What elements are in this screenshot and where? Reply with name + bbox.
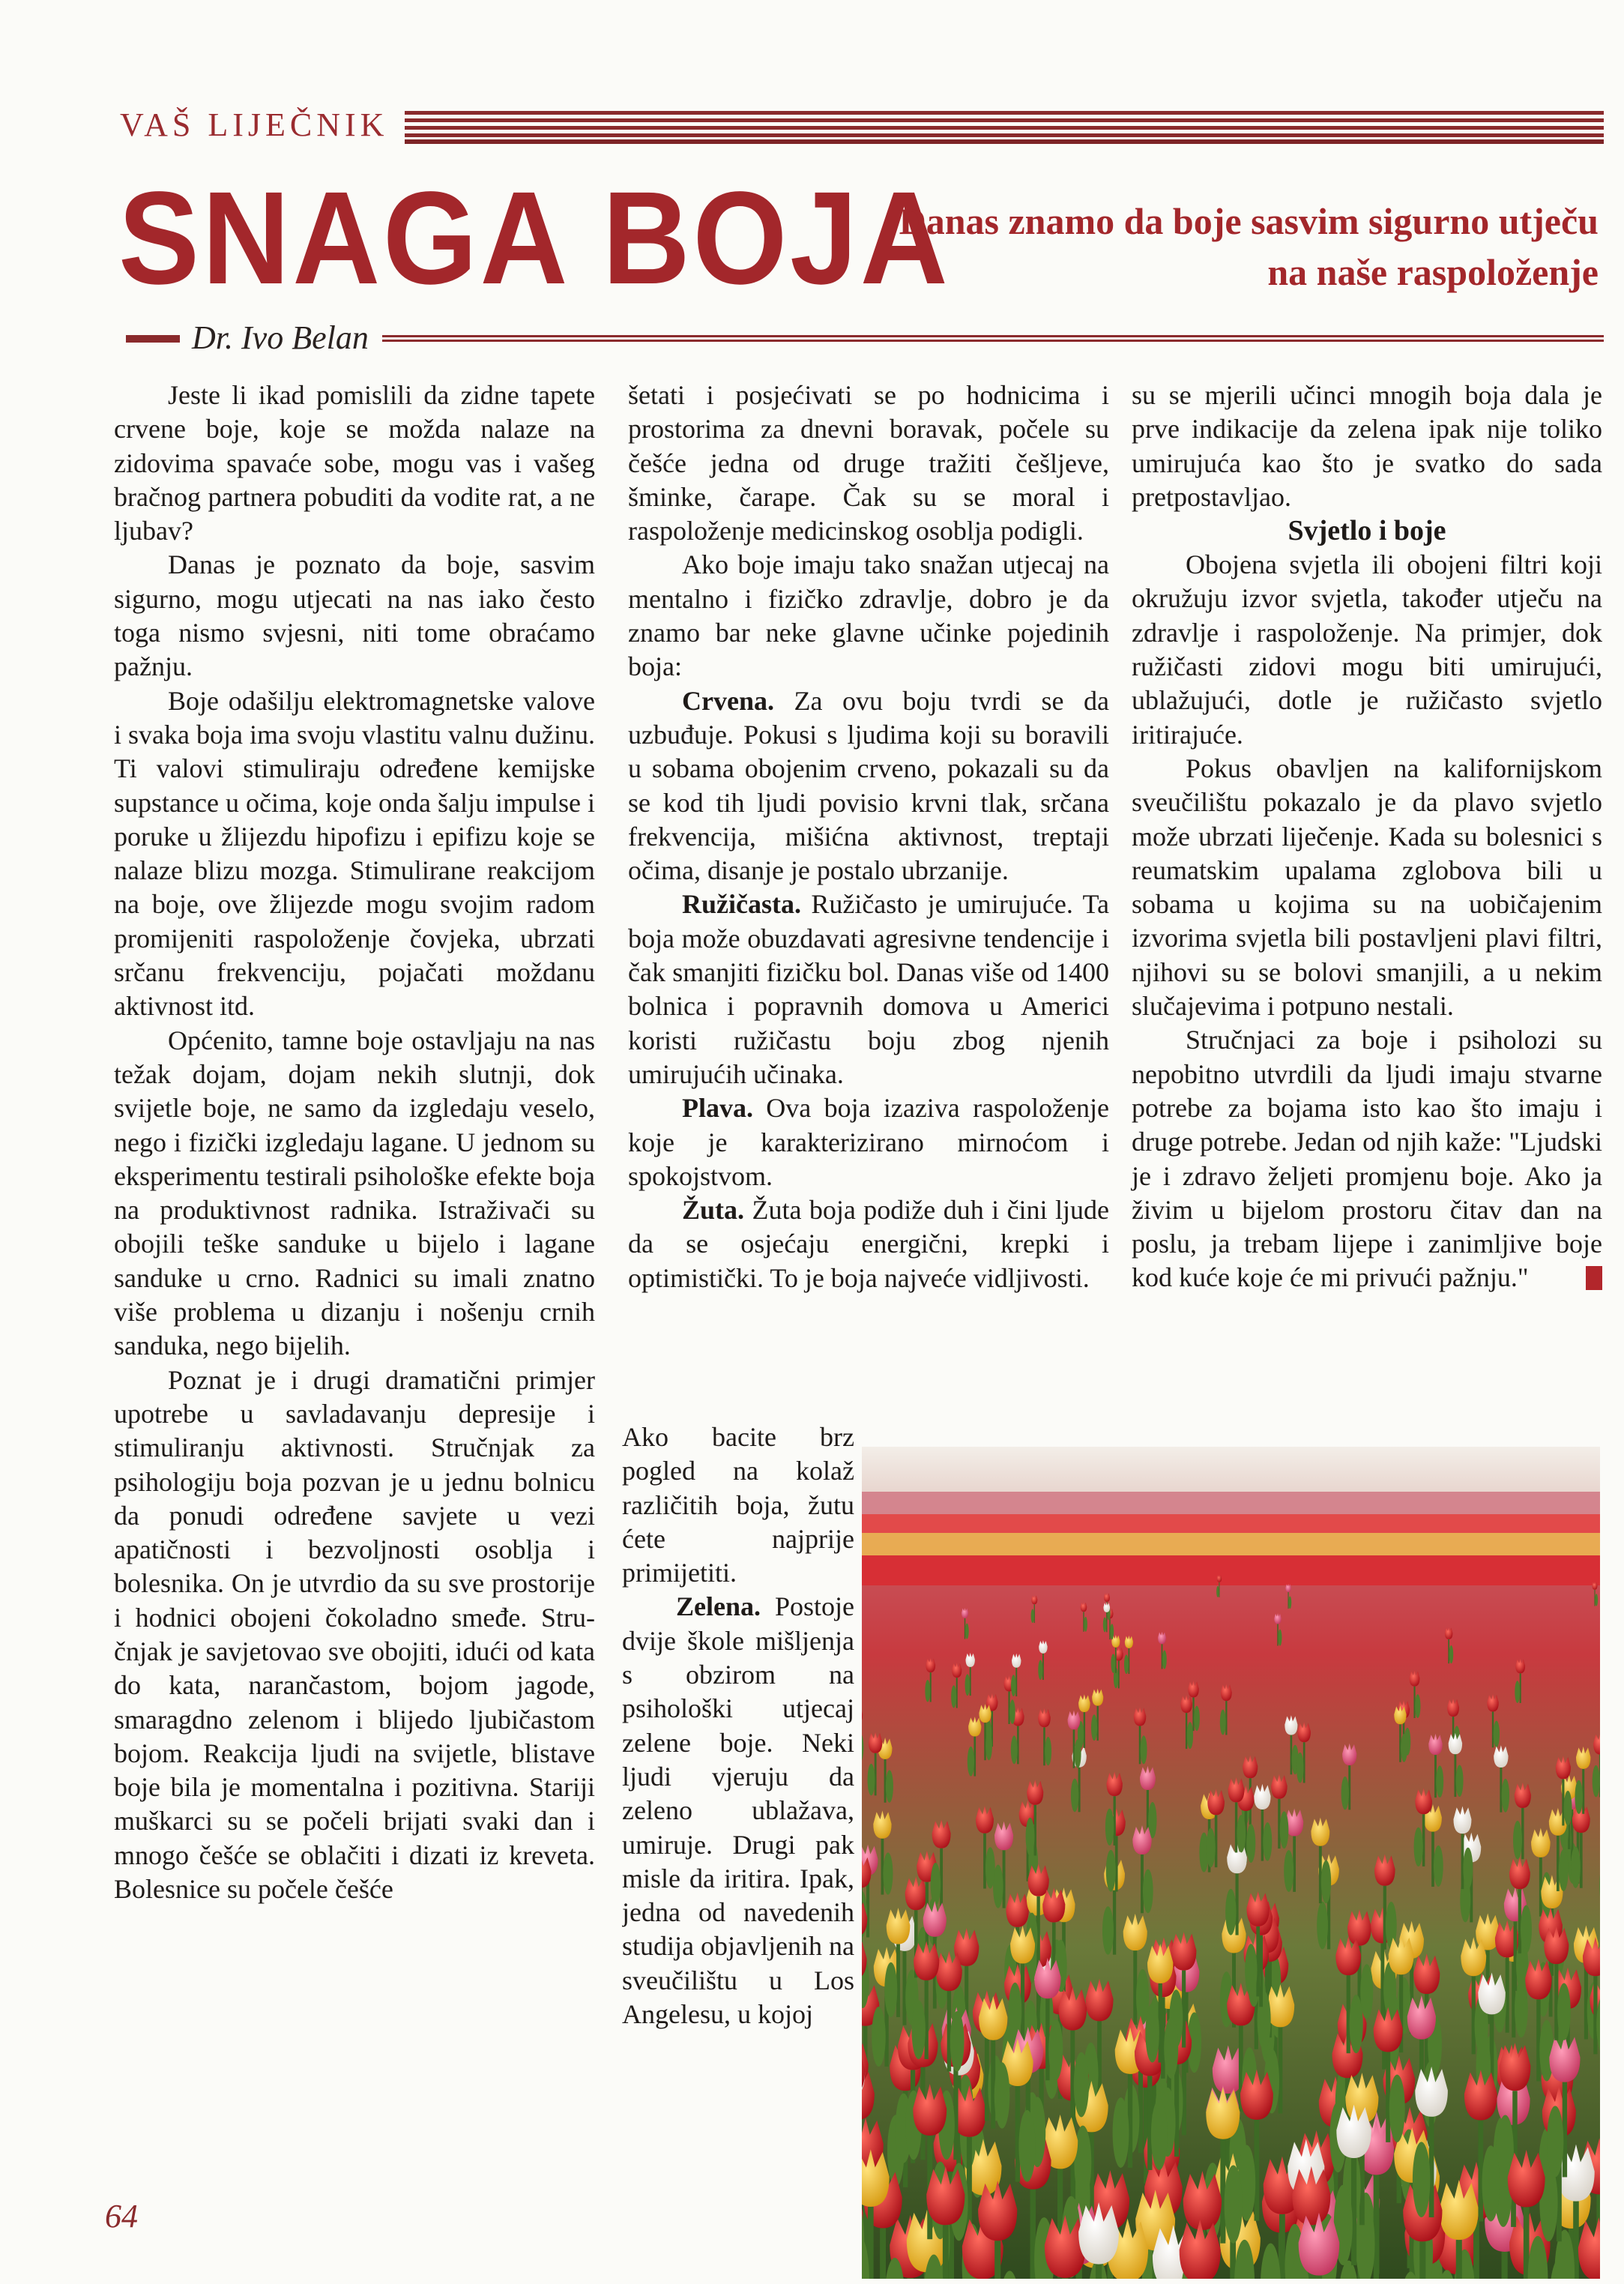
article-subtitle: [849, 196, 1599, 298]
paragraph: Jeste li ikad pomislili da zidne tapete crvene boje, koje se možda nalaze na zidovima spavaće sobe, mogu vas i vašeg bračnog partnera pobuditi da vodite rat, a ne ljubav?: [114, 380, 595, 546]
paragraph-ruzicasta: Ružičasta. Ružičasto je umirujuće. Ta boja može obuzdavati agresivne tendencije i čak smanjiti fizičku bol. Danas više od 1400 bolnica i popravnih domova u Americi koristi ružičastu boju zbog njenih umirujućih učinaka.: [628, 889, 1109, 1089]
paragraph: Ako boje imaju tako snažan utjecaj na mentalno i fizičko zdravlje, dobro je da znamo bar neke glavne učinke pojedinih boja:: [628, 549, 1109, 682]
paragraph: Danas je poznato da boje, sasvim sigurno, mogu utjecati na nas iako često toga nismo svjesni, niti tome obraćamo pažnju.: [114, 549, 595, 682]
paragraph: Obojena svjetla ili obojeni filtri koji okružuju izvor svjetla, također utječu na zdravlje i raspoloženje. Na primjer, dok ružičasti zidovi mogu biti umirujući, ublažujući, dotle je ružičasto svjetlo iritirajuće.: [1132, 549, 1602, 750]
term-zuta: Žuta.: [682, 1195, 745, 1226]
article-title: SNAGA BOJA: [118, 165, 951, 312]
end-mark-icon: [1586, 1266, 1602, 1290]
subtitle-line-1: Danas znamo da boje sasvim sigurno utječu: [899, 200, 1599, 242]
column-3: [1132, 379, 1602, 1295]
term-crvena: Crvena.: [682, 685, 774, 716]
paragraph: Pokus obavljen na kalifornijskom sveučilištu pokazalo je da plavo svjetlo može ubrzati liječenje. Kada su bolesnici s reumatskim upalama zglobova bili u sobama u kojima su na uobičajenim izvorima svjetla bili postavljeni plavi filtri, njihovi su se bolovi smanjili, a u nekim slučajevima i potpuno nestali.: [1132, 753, 1602, 1022]
term-plava: Plava.: [682, 1093, 753, 1124]
tulip-field-photo: [862, 1447, 1600, 2279]
column-1: [114, 379, 595, 1906]
paragraph: Stručnjaci za boje i psiholozi su nepobitno utvrdili da ljudi imaju stvarne potrebe za bojama isto kao što imaju i druge potrebe. Jedan od njih kaže: "Ljudski je i zdravo željeti promjenu boje. Ako ja živim u bijelom prostoru čitav dan na poslu, ja trebam lijepe i zanimljive boje kod kuće koje će mi privući pažnju.": [1132, 1025, 1602, 1293]
subtitle-line-2: na naše raspoloženje: [1267, 250, 1599, 293]
column-2: [628, 379, 1109, 1420]
term-ruzicasta: Ružičasta.: [682, 889, 801, 920]
term-zelena: Zelena.: [676, 1591, 761, 1622]
paragraph-zuta: Žuta. Žuta boja podiže duh i čini ljude da se osjećaju energični, krepki i optimistički. To je boja najveće vidljivosti.: [628, 1195, 1109, 1293]
author-rule: [382, 335, 1604, 343]
section-label: VAŠ LIJEČNIK: [120, 106, 389, 143]
paragraph-plava: Plava. Ova boja izaziva raspoloženje koje je karakterizirano mirnoćom i spokojstvom.: [628, 1093, 1109, 1191]
paragraph-zelena: Zelena. Postoje dvije škole mišljenja s obzirom na psihološki utjecaj zelene boje. Neki ljudi vjeruju da zeleno ublažava, umiruje. Drugi pak misle da iritira. Ipak, jedna od navedenih studija objavljenih na sveučilištu u Los Angelesu, u kojoj: [622, 1591, 854, 2030]
paragraph-crvena: Crvena. Za ovu boju tvrdi se da uzbuđuje. Pokusi s ljudima koji su boravili u sobama obojenim crveno, pokazali su da se kod tih ljudi povisio krvni tlak, srčana frekvencija, mišićna aktivnost, treptaji očima, disanje je postalo ubrzanije.: [628, 685, 1109, 886]
author-byline: Dr. Ivo Belan: [192, 319, 369, 356]
header-rule: [405, 111, 1604, 139]
paragraph: Boje odašilju elektromagnetske valove i svaka boja ima svoju vlastitu valnu dužinu. Ti valovi stimuliraju određene kemijske supstance u očima, koje onda šalju impulse i poruke u žlijezdu hipofizu i epifizu koje se nalaze blizu mozga. Stimulirane reakcijom na boje, ove žlijezde mogu svojim radom promijeniti raspoloženje čovjeka, ubrzati srčanu frekvenciju, pojačati moždanu aktivnost itd.: [114, 685, 595, 1022]
subheading: Svjetlo i boje: [1288, 515, 1446, 547]
column-2-narrow: [622, 1420, 854, 2163]
paragraph: šetati i posjećivati se po hodnicima i prostorima za dnevni boravak, počele su češće jedna od druge tražiti češljeve, šminke, čarape. Čak su se moral i raspoloženje medicinskog osoblja podigli.: [628, 380, 1109, 546]
paragraph: su se mjerili učinci mnogih boja dala je prve indikacije da zelena ipak nije toliko umirujuća kao što je svatko do sada pretpostavljao.: [1132, 380, 1602, 512]
author-dash: [126, 335, 180, 343]
header-rule-thick: [405, 139, 1604, 144]
paragraph: Poznat je i drugi dramatični primjer upotrebe u savladavanju depresije i stimuliranju aktivnosti. Stručnjak za psihologiju boja pozvan je u jednu bolnicu da ponudi određene savjete u vezi apatičnosti i bezvoljnosti osoblja i bolesnika. On je utvrdio da su sve prostorije i hodnici obojeni čokoladno smeđe. Stručnjak je savjetovao sve obojiti, idući od kata do kata, narančastom, bojom jagode, smaragdno zelenom i blijedo ljubičastom bojom. Reakcija ljudi na svijetle, blistave boje bila je momentalna i pozitivna. Stariji muškarci su se počeli brijati svaki dan i mnogo češće se oblačiti i dizati iz kreveta. Bolesnice su počele češće: [114, 1364, 595, 1905]
page-number: 64: [105, 2198, 138, 2235]
paragraph: Općenito, tamne boje ostavljaju na nas težak dojam, dojam nekih slutnji, dok svijetle boje, ne samo da izgledaju veselo, nego i fizički izgledaju lagane. U jednom su eksperimentu testirali psihološke efekte boja na produktivnost radnika. Istraživači su obojili teške sanduke u bijelo i lagane sanduke u crno. Radnici su imali znatno više problema u dizanju i nošenju crnih sanduka, nego bijelih.: [114, 1025, 595, 1361]
paragraph: Ako bacite brz pogled na kolaž različitih boja, žutu ćete najprije primijetiti.: [622, 1422, 854, 1588]
tulip-field-image: [862, 1447, 1600, 2279]
